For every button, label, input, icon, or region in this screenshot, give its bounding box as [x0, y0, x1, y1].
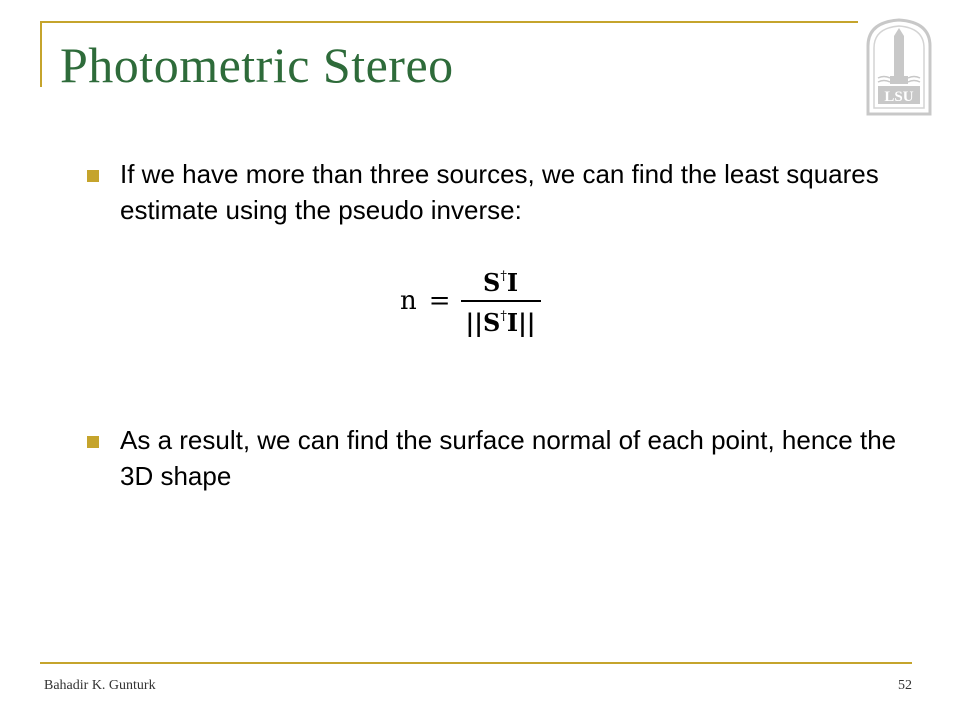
lsu-tower-logo-icon — [864, 16, 934, 116]
numerator-dagger: † — [500, 269, 507, 284]
numerator-symbol: S — [483, 268, 501, 297]
denominator-close: I|| — [506, 308, 536, 337]
formula-fraction — [461, 264, 541, 338]
footer-rule — [40, 662, 912, 664]
denominator-dagger: † — [500, 309, 507, 324]
denominator-open: ||S — [465, 308, 501, 337]
formula-denominator — [466, 304, 536, 338]
bullet-square-icon — [87, 170, 99, 182]
formula-lhs: n — [400, 286, 417, 316]
left-frame-rule — [40, 21, 42, 87]
footer-author: Bahadir K. Gunturk — [44, 678, 156, 693]
slide-title: Photometric Stereo — [60, 37, 454, 93]
formula-numerator — [483, 264, 518, 298]
page-number: 52 — [898, 678, 912, 693]
numerator-variable: I — [506, 268, 519, 297]
formula-equals: = — [428, 286, 451, 316]
top-frame-rule — [40, 21, 858, 23]
logo-text: LSU — [884, 89, 914, 105]
bullet-text-1: If we have more than three sources, we can find the least squares estimate using the pseudo inverse: — [120, 159, 879, 225]
fraction-bar — [461, 300, 541, 302]
bullet-square-icon — [87, 436, 99, 448]
pseudo-inverse-formula — [400, 264, 541, 338]
bullet-text-2: As a result, we can find the surface normal of each point, hence the 3D shape — [120, 425, 897, 491]
